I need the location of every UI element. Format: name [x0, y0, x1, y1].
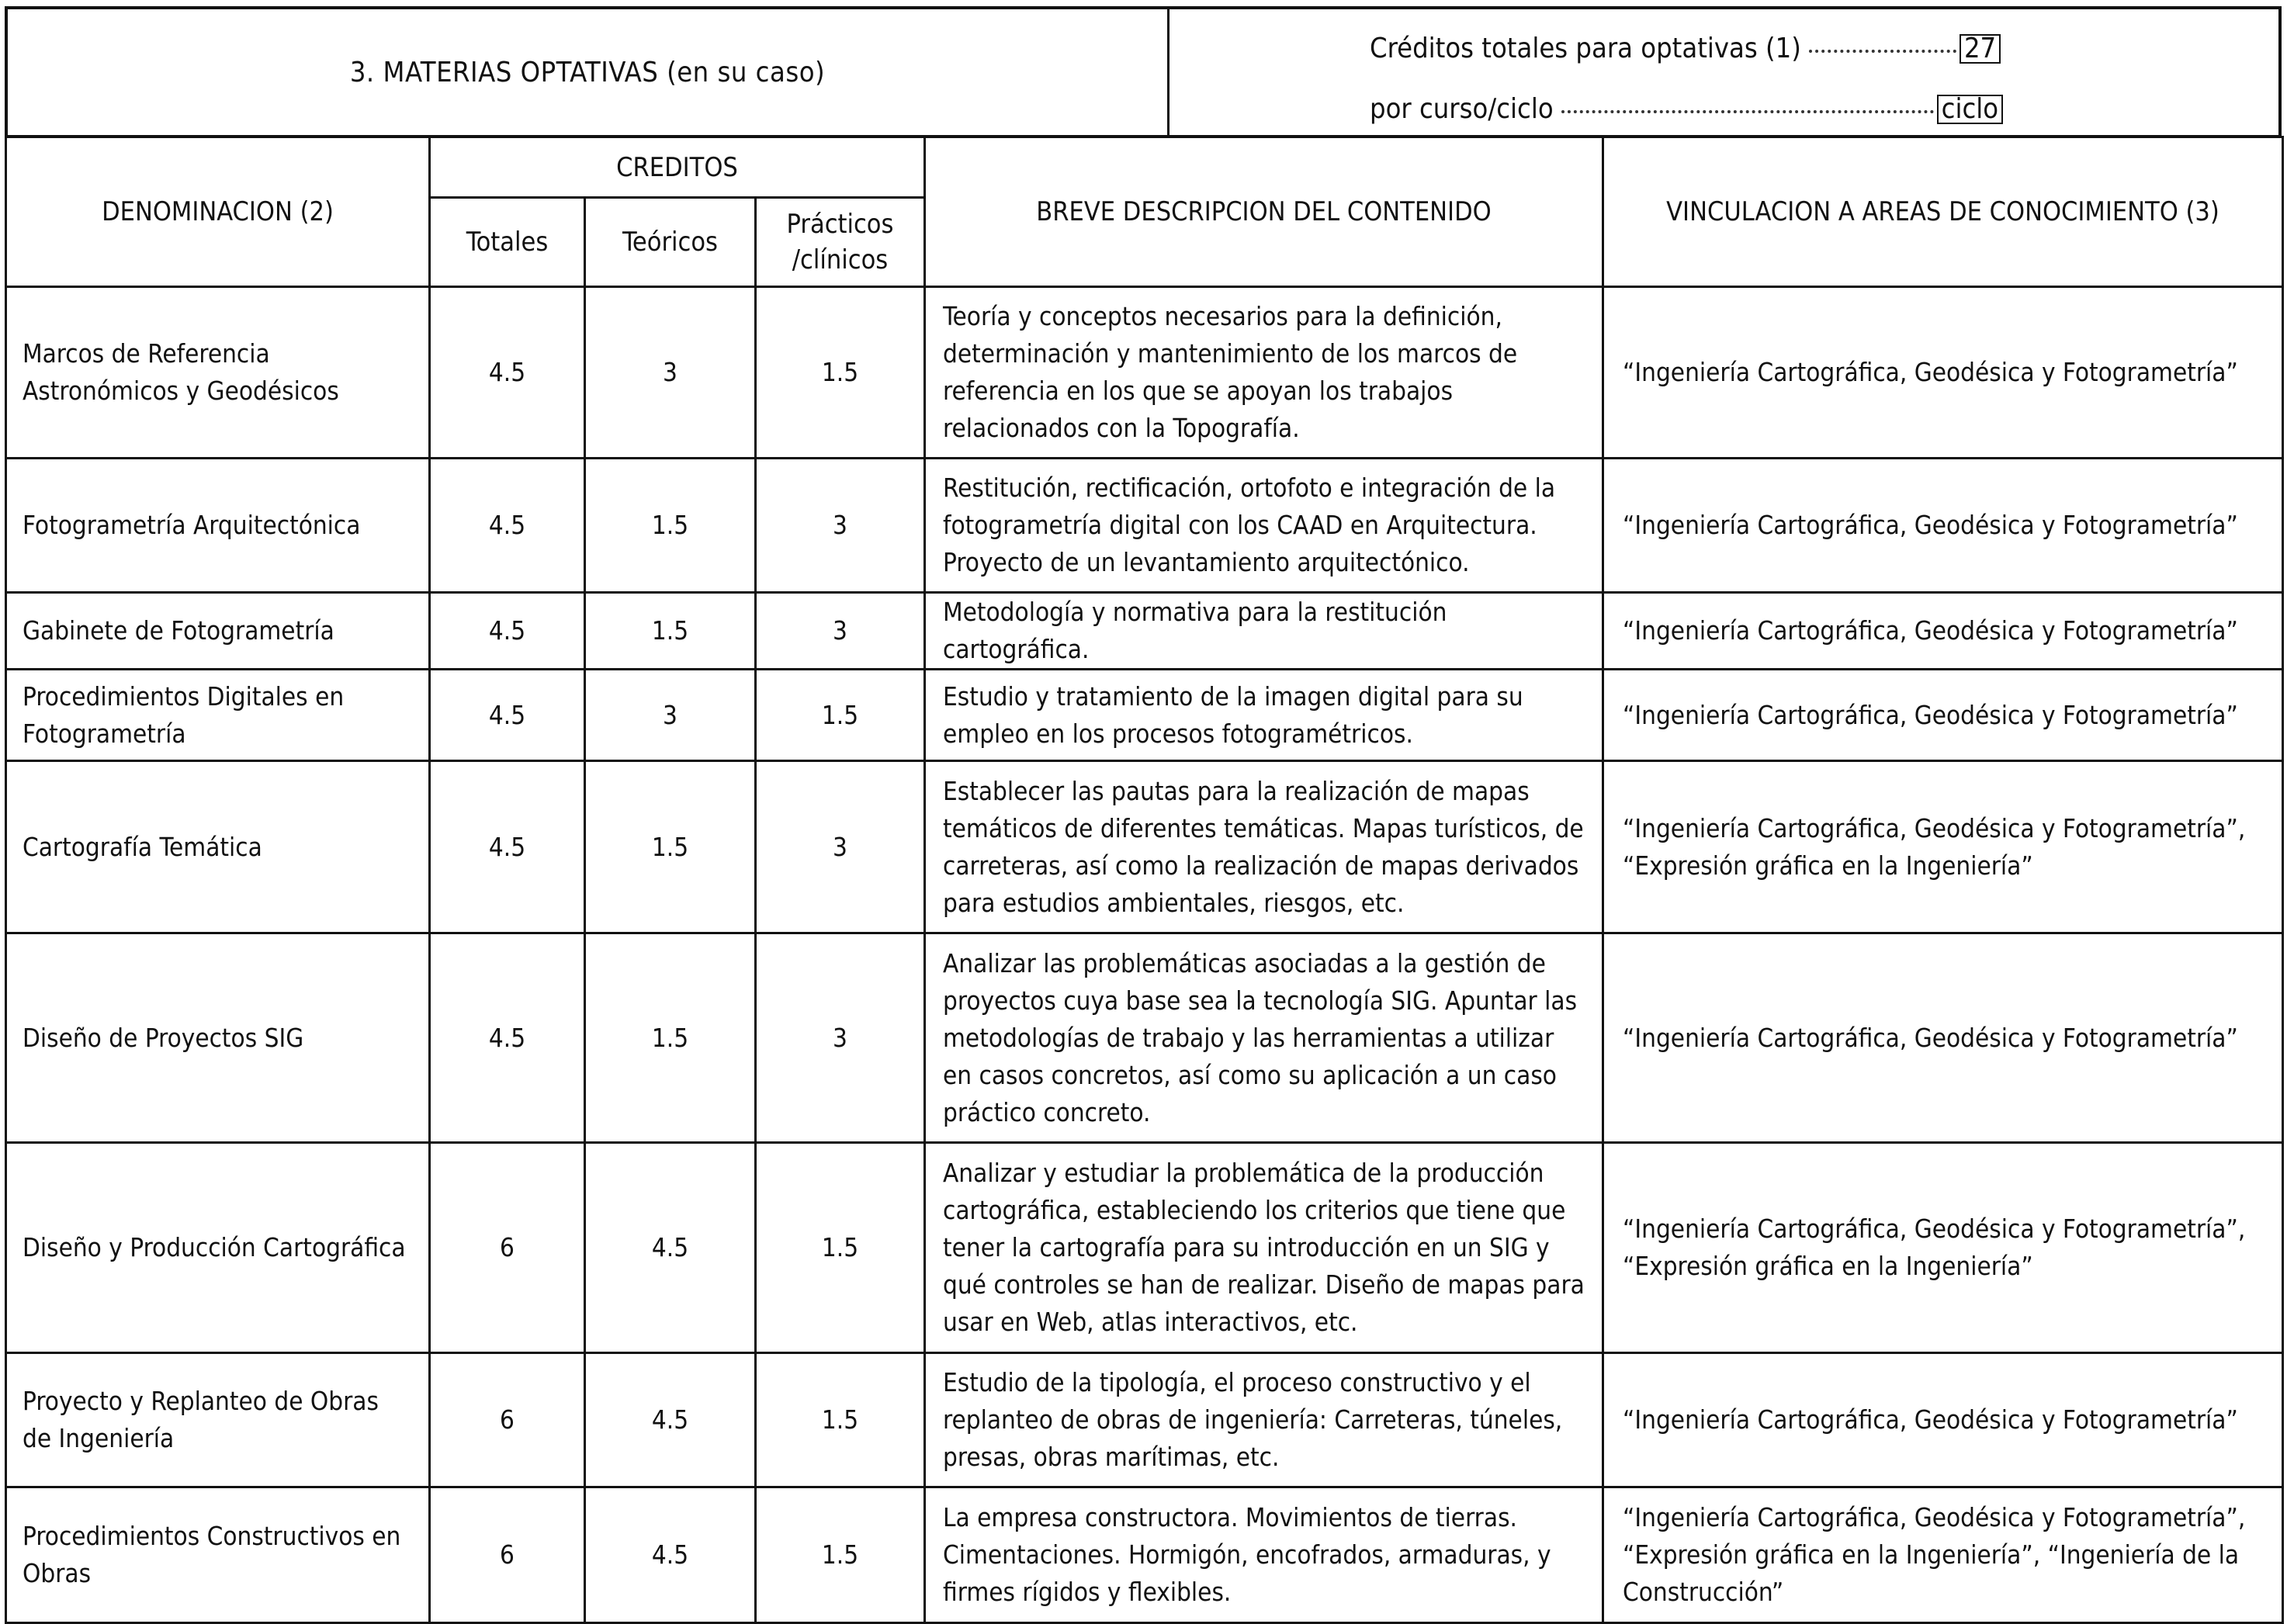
credits-total: 6 — [430, 1143, 585, 1353]
subject-name: Fotogrametría Arquitectónica — [6, 459, 430, 593]
credits-total: 4.5 — [430, 761, 585, 933]
credits-practice: 3 — [756, 459, 925, 593]
credits-total: 4.5 — [430, 593, 585, 670]
credits-theory: 1.5 — [585, 933, 756, 1143]
leader-dots — [1561, 110, 1934, 113]
subject-name: Cartografía Temática — [6, 761, 430, 933]
section-header — [5, 6, 2282, 138]
header-divider — [1167, 9, 1169, 135]
subject-description: Teoría y conceptos necesarios para la definición, determinación y mantenimiento de los marcos de referencia en los que se apoyan los trabajos relacionados con la Topografía. — [925, 287, 1603, 459]
credits-theory: 1.5 — [585, 593, 756, 670]
col-teoricos: Teóricos — [585, 198, 756, 287]
subject-name: Gabinete de Fotogrametría — [6, 593, 430, 670]
subject-description: Estudio de la tipología, el proceso constructivo y el replanteo de obras de ingeniería: Carreteras, túneles, presas, obras marítimas, etc. — [925, 1353, 1603, 1487]
credits-total: 6 — [430, 1487, 585, 1623]
credits-theory: 3 — [585, 670, 756, 761]
knowledge-area: “Ingeniería Cartográfica, Geodésica y Fotogrametría”, “Expresión gráfica en la Ingeniería”, “Ingeniería de la Construcción” — [1603, 1487, 2283, 1623]
section-title: 3. MATERIAS OPTATIVAS (en su caso) — [349, 56, 826, 88]
credits-total: 4.5 — [430, 933, 585, 1143]
credits-practice: 1.5 — [756, 1143, 925, 1353]
subject-description: Estudio y tratamiento de la imagen digital para su empleo en los procesos fotogramétricos. — [925, 670, 1603, 761]
table-row — [6, 1353, 2283, 1487]
per-cycle-value: ciclo — [1937, 95, 2003, 124]
knowledge-area: “Ingeniería Cartográfica, Geodésica y Fotogrametría”, “Expresión gráfica en la Ingeniería” — [1603, 761, 2283, 933]
knowledge-area: “Ingeniería Cartográfica, Geodésica y Fotogrametría” — [1603, 670, 2283, 761]
subject-description: Analizar las problemáticas asociadas a la gestión de proyectos cuya base sea la tecnología SIG. Apuntar las metodologías de trabajo y las herramientas a utilizar en casos concretos, así como su aplicación a un caso práctico concreto. — [925, 933, 1603, 1143]
col-totales: Totales — [430, 198, 585, 287]
table-row — [6, 933, 2283, 1143]
credits-theory: 4.5 — [585, 1353, 756, 1487]
per-cycle-line — [1370, 93, 2003, 125]
subject-name: Diseño de Proyectos SIG — [6, 933, 430, 1143]
subject-description: Restitución, rectificación, ortofoto e integración de la fotogrametría digital con los CAAD en Arquitectura. Proyecto de un levantamiento arquitectónico. — [925, 459, 1603, 593]
credits-practice: 3 — [756, 593, 925, 670]
knowledge-area: “Ingeniería Cartográfica, Geodésica y Fotogrametría” — [1603, 593, 2283, 670]
total-credits-value: 27 — [1960, 34, 2001, 64]
credits-practice: 3 — [756, 933, 925, 1143]
table-row — [6, 287, 2283, 459]
credits-practice: 1.5 — [756, 287, 925, 459]
subject-description: La empresa constructora. Movimientos de tierras. Cimentaciones. Hormigón, encofrados, armaduras, y firmes rígidos y flexibles. — [925, 1487, 1603, 1623]
table-row — [6, 593, 2283, 670]
subject-description: Metodología y normativa para la restitución cartográfica. — [925, 593, 1603, 670]
knowledge-area: “Ingeniería Cartográfica, Geodésica y Fotogrametría”, “Expresión gráfica en la Ingeniería” — [1603, 1143, 2283, 1353]
credits-practice: 1.5 — [756, 1487, 925, 1623]
credits-total: 6 — [430, 1353, 585, 1487]
col-creditos: CREDITOS — [430, 137, 925, 198]
credits-practice: 1.5 — [756, 1353, 925, 1487]
subject-description: Establecer las pautas para la realización de mapas temáticos de diferentes temáticas. Mapas turísticos, de carreteras, así como la realización de mapas derivados para estudios ambientales, riesgos, etc. — [925, 761, 1603, 933]
credits-theory: 1.5 — [585, 761, 756, 933]
col-practicos: Prácticos /clínicos — [756, 198, 925, 287]
knowledge-area: “Ingeniería Cartográfica, Geodésica y Fotogrametría” — [1603, 1353, 2283, 1487]
optional-subjects-table — [5, 136, 2284, 1624]
credits-theory: 4.5 — [585, 1143, 756, 1353]
total-credits-label: Créditos totales para optativas (1) — [1370, 33, 1801, 64]
credits-theory: 1.5 — [585, 459, 756, 593]
credits-practice: 3 — [756, 761, 925, 933]
credits-total: 4.5 — [430, 287, 585, 459]
col-descripcion: BREVE DESCRIPCION DEL CONTENIDO — [925, 137, 1603, 287]
subject-description: Analizar y estudiar la problemática de la producción cartográfica, estableciendo los criterios que tiene que tener la cartografía para su introducción en un SIG y qué controles se han de realizar. Diseño de mapas para usar en Web, atlas interactivos, etc. — [925, 1143, 1603, 1353]
table-row — [6, 1143, 2283, 1353]
credits-theory: 3 — [585, 287, 756, 459]
col-denominacion: DENOMINACION (2) — [6, 137, 430, 287]
credits-total: 4.5 — [430, 670, 585, 761]
table-row — [6, 670, 2283, 761]
credits-theory: 4.5 — [585, 1487, 756, 1623]
subject-name: Procedimientos Constructivos en Obras — [6, 1487, 430, 1623]
knowledge-area: “Ingeniería Cartográfica, Geodésica y Fotogrametría” — [1603, 459, 2283, 593]
knowledge-area: “Ingeniería Cartográfica, Geodésica y Fotogrametría” — [1603, 933, 2283, 1143]
table-row — [6, 761, 2283, 933]
subject-name: Procedimientos Digitales en Fotogrametría — [6, 670, 430, 761]
credits-total: 4.5 — [430, 459, 585, 593]
col-vinculacion: VINCULACION A AREAS DE CONOCIMIENTO (3) — [1603, 137, 2283, 287]
credits-practice: 1.5 — [756, 670, 925, 761]
subject-name: Proyecto y Replanteo de Obras de Ingeniería — [6, 1353, 430, 1487]
knowledge-area: “Ingeniería Cartográfica, Geodésica y Fotogrametría” — [1603, 287, 2283, 459]
table-row — [6, 1487, 2283, 1623]
total-credits-line — [1370, 33, 2001, 64]
table-row — [6, 459, 2283, 593]
subject-name: Diseño y Producción Cartográfica — [6, 1143, 430, 1353]
per-cycle-label: por curso/ciclo — [1370, 93, 1554, 125]
subject-name: Marcos de Referencia Astronómicos y Geodésicos — [6, 287, 430, 459]
leader-dots — [1809, 50, 1956, 53]
